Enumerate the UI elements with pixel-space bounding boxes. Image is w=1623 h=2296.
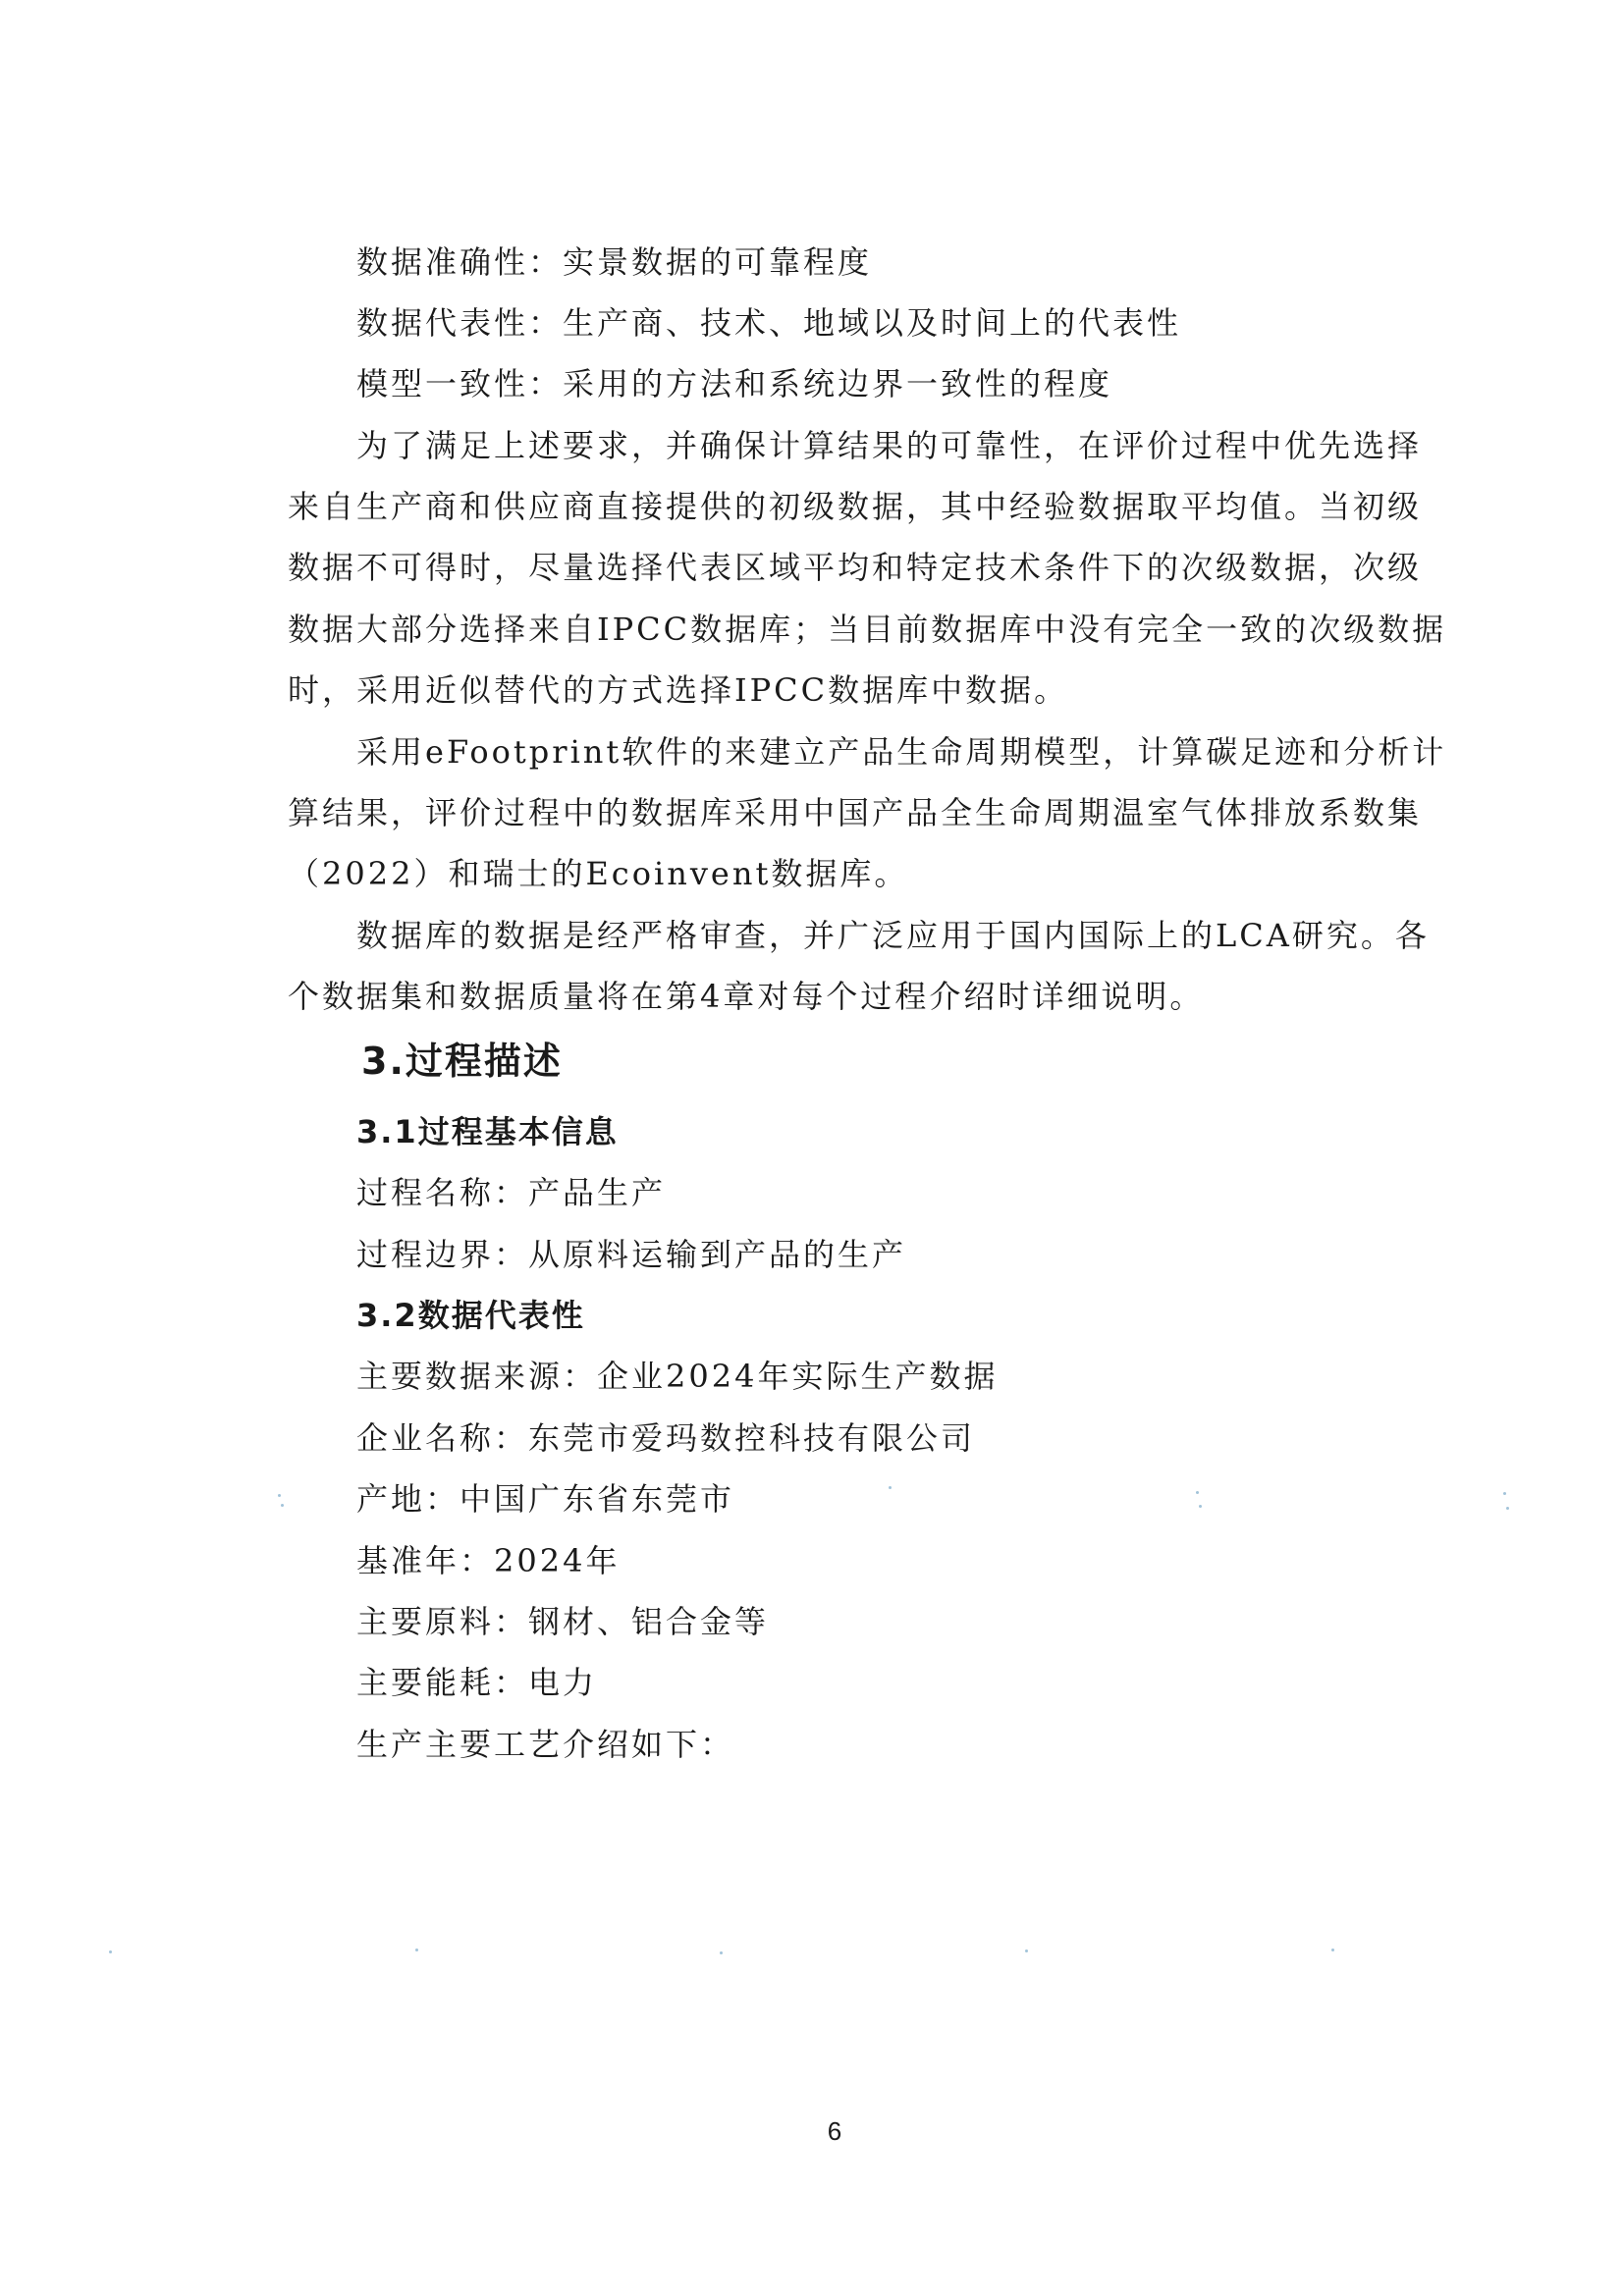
scan-speck [1199,1505,1202,1508]
subsection-heading: 3.2数据代表性 [356,1297,585,1334]
main-materials: 主要原料：钢材、铝合金等 [356,1603,770,1640]
scan-speck [109,1950,112,1953]
scan-speck [281,1504,284,1507]
scan-speck [1331,1949,1334,1951]
base-year: 基准年：2024年 [356,1542,621,1579]
paragraph-line: 算结果，评价过程中的数据库采用中国产品全生命周期温室气体排放系数集 [288,794,1423,831]
subsection-heading: 3.1过程基本信息 [356,1113,619,1150]
quality-consistency: 模型一致性：采用的方法和系统边界一致性的程度 [356,365,1113,402]
page-number: 6 [827,2116,842,2146]
scan-speck [1506,1507,1509,1510]
data-source: 主要数据来源：企业2024年实际生产数据 [356,1358,999,1395]
scan-speck [1025,1949,1028,1952]
scan-speck [415,1949,418,1951]
scan-speck [720,1951,723,1954]
paragraph-line: （2022）和瑞士的Ecoinvent数据库。 [288,855,909,892]
paragraph-line: 采用eFootprint软件的来建立产品生命周期模型，计算碳足迹和分析计 [356,733,1447,771]
process-name: 过程名称：产品生产 [356,1174,667,1211]
section-heading: 3.过程描述 [361,1040,563,1083]
process-boundary: 过程边界：从原料运输到产品的生产 [356,1236,907,1273]
scan-speck [278,1494,281,1497]
main-energy: 主要能耗：电力 [356,1664,598,1701]
paragraph-line: 数据大部分选择来自IPCC数据库；当目前数据库中没有完全一致的次级数据 [288,611,1447,648]
origin: 产地：中国广东省东莞市 [356,1480,735,1518]
company-name: 企业名称：东莞市爱玛数控科技有限公司 [356,1419,976,1457]
quality-representativeness: 数据代表性：生产商、技术、地域以及时间上的代表性 [356,304,1182,342]
scan-speck [889,1486,892,1489]
paragraph-line: 为了满足上述要求，并确保计算结果的可靠性，在评价过程中优先选择 [356,427,1423,464]
paragraph-line: 数据不可得时，尽量选择代表区域平均和特定技术条件下的次级数据，次级 [288,549,1423,586]
process-intro: 生产主要工艺介绍如下： [356,1726,735,1763]
paragraph-line: 来自生产商和供应商直接提供的初级数据，其中经验数据取平均值。当初级 [288,488,1423,525]
scan-speck [1196,1491,1199,1494]
quality-accuracy: 数据准确性：实景数据的可靠程度 [356,243,873,281]
paragraph-line: 个数据集和数据质量将在第4章对每个过程介绍时详细说明。 [288,978,1205,1015]
scan-speck [1503,1492,1506,1495]
paragraph-line: 时，采用近似替代的方式选择IPCC数据库中数据。 [288,671,1069,709]
paragraph-line: 数据库的数据是经严格审查，并广泛应用于国内国际上的LCA研究。各 [356,917,1430,954]
